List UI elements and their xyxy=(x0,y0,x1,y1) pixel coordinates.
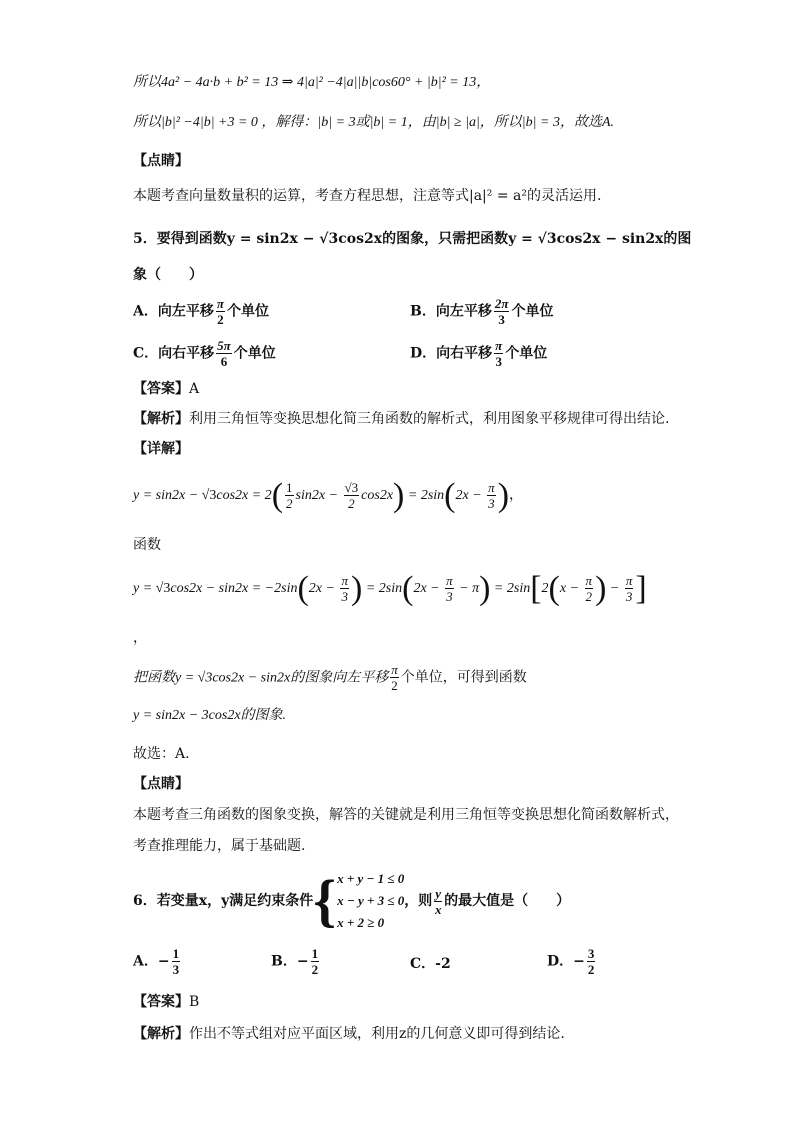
analysis-label: 【解析】 xyxy=(133,411,189,427)
q6-option-c[interactable]: C．-2 xyxy=(410,956,451,972)
q5-dianjing-label: 【点睛】 xyxy=(133,776,189,792)
q5-options xyxy=(133,296,733,376)
q5-shift-line: 把函数y = √3cos2x − sin2x的图象向左平移 $\frac{\pi}{2}$ 个单位，可得到函数 xyxy=(133,662,527,693)
q6-constraint-system: { x + y − 1 ≤ 0 x − y + 3 ≤ 0 x + 2 ≥ 0 xyxy=(313,868,405,933)
q6-prompt: 6．若变量x，y满足约束条件 { x + y − 1 ≤ 0 x − y + 3 ≤ 0 x + 2 ≥ 0 ，则 $\frac{y}{x}$ 的最大值是（ ） xyxy=(133,868,571,933)
q5-answer xyxy=(133,379,199,399)
q6-option-a[interactable]: A．− $\frac{1}{3}$ xyxy=(133,946,180,977)
q6-analysis xyxy=(133,1024,565,1044)
q5-prompt-line-2: 象（ ） xyxy=(133,267,203,283)
q6-options xyxy=(133,946,733,986)
q6-option-d[interactable]: D．− $\frac{3}{2}$ xyxy=(547,946,595,977)
answer-value: B xyxy=(189,994,200,1010)
analysis-label: 【解析】 xyxy=(133,1026,189,1042)
answer-value: A xyxy=(189,381,200,397)
answer-label: 【答案】 xyxy=(133,994,189,1010)
q5-dianjing-line-1: 本题考查三角函数的图象变换，解答的关键就是利用三角恒等变换思想化简函数解析式， xyxy=(133,807,679,823)
q5-option-b[interactable]: B．向左平移 $\frac{2\pi}{3}$ 个单位 xyxy=(410,296,554,327)
constraint-row: x − y + 3 ≤ 0 xyxy=(337,893,405,908)
q5-comma: ， xyxy=(133,630,147,646)
q5-option-c[interactable]: C．向右平移 $\frac{5\pi}{6}$ 个单位 xyxy=(133,338,276,369)
q5-option-a[interactable]: A．向左平移 $\frac{\pi}{2}$ 个单位 xyxy=(133,296,269,327)
q6-option-b[interactable]: B．− $\frac{1}{2}$ xyxy=(271,946,319,977)
q5-equation-2: y = √3cos2x − sin2x = −2sin(2x − $\frac{\pi}{3}$ ) = 2sin(2x − $\frac{\pi}{3}$ − π) = 2sin[2(x − $\frac{\pi}{2}$ ) − $\frac{\pi}{3}$ ] xyxy=(133,569,647,607)
analysis-text: 作出不等式组对应平面区域，利用z的几何意义即可得到结论. xyxy=(189,1026,565,1042)
q5-detail-label: 【详解】 xyxy=(133,441,189,457)
prev-line-2: 所以|b|² −4|b| +3 = 0 ，解得：|b| = 3或|b| = 1，由|b| ≥ |a|，所以|b| = 3，故选A. xyxy=(133,115,614,130)
q5-dianjing-line-2: 考查推理能力，属于基础题. xyxy=(133,838,306,854)
constraint-row: x + y − 1 ≤ 0 xyxy=(337,871,405,886)
q5-equation-1: y = sin2x − √3cos2x = 2( $\frac{1}{2}$ sin2x − $\frac{√3}{2}$ cos2x) = 2sin(2x − $\frac{\pi}{3}$ )， xyxy=(133,476,524,514)
q5-option-d[interactable]: D．向右平移 $\frac{\pi}{3}$ 个单位 xyxy=(410,338,548,369)
q5-func-label: 函数 xyxy=(133,537,161,553)
prev-line-1: 所以4a² − 4a·b + b² = 13 ⇒ 4|a|² −4|a||b|cos60° + |b|² = 13， xyxy=(133,75,491,90)
prev-dianjing-text: 本题考查向量数量积的运算，考查方程思想，注意等式|a|² = a²的灵活运用. xyxy=(133,188,602,204)
answer-label: 【答案】 xyxy=(133,381,189,397)
q5-analysis xyxy=(133,409,669,429)
q5-conclusion: 故选：A. xyxy=(133,746,190,762)
q5-result: y = sin2x − 3cos2x的图象. xyxy=(133,708,287,723)
constraint-row: x + 2 ≥ 0 xyxy=(337,915,385,930)
q5-prompt-line-1: 5．要得到函数y = sin2x − √3cos2x的图象，只需把函数y = √3cos2x − sin2x的图 xyxy=(133,231,692,247)
analysis-text: 利用三角恒等变换思想化简三角函数的解析式，利用图象平移规律可得出结论. xyxy=(189,411,670,427)
prev-dianjing-label: 【点睛】 xyxy=(133,153,189,169)
q6-answer xyxy=(133,992,199,1012)
